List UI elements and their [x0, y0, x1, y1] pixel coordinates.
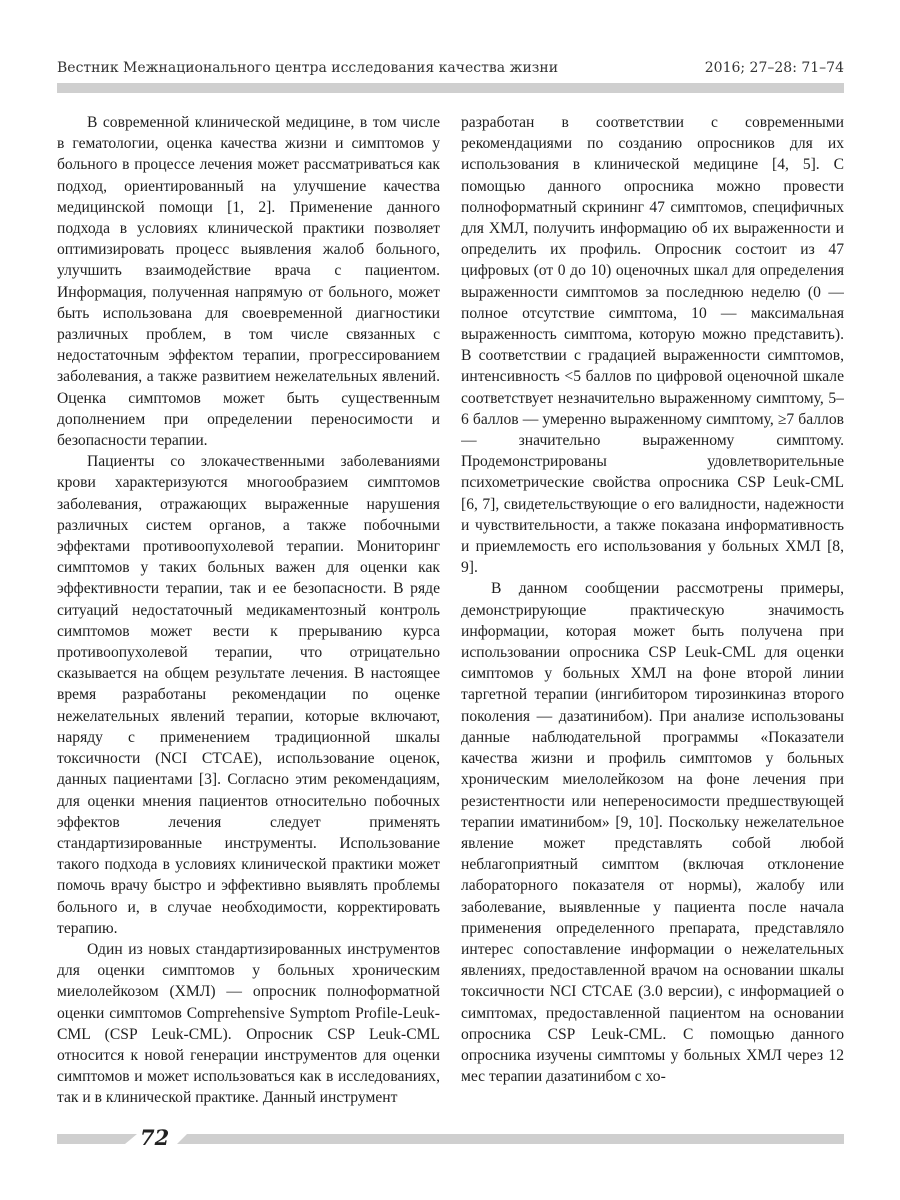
paragraph: Пациенты со злокачественными заболеваниями крови характеризуются многообразием симптомов заболевания, отражающих выраженные нарушения различных систем органов, а также побочными эффектами противоопухолевой терапии. Мониторинг симптомов у таких больных важен для оценки как эффективности терапии, так и ее безопасности. В ряде ситуаций недостаточный медикаментозный контроль симптомов может вести к прерыванию курса противоопухолевой терапии, что отрицательно сказывается на общем результате лечения. В настоящее время разработаны рекомендации по оценке нежелательных явлений терапии, которые включают, наряду с применением традиционной шкалы токсичности (NCI CTCAE), использование оценок, данных пациентами [3]. Согласно этим рекомендациям, для оценки мнения пациентов относительно побочных эффектов лечения следует применять стандартизированные инструменты. Использование такого подхода в условиях клинической практики может помочь врачу быстро и эффективно выявлять проблемы больного и, в случае необходимости, корректировать терапию.	[57, 453, 440, 937]
citation: 2016; 27–28: 71–74	[704, 60, 844, 76]
journal-title: Вестник Межнационального центра исследования качества жизни	[57, 60, 559, 76]
paragraph-continued: разработан в соответствии с современными рекомендациями по созданию опросников для их использования в клинической медицине [4, 5]. С помощью данного опросника можно провести полноформатный скрининг 47 симптомов, специфичных для ХМЛ, получить информацию об их выраженности и определить их профиль. Опросник состоит из 47 цифровых (от 0 до 10) оценочных шкал для определения выраженности симптомов за последнюю неделю (0 — полное отсутствие симптома, 10 — максимальная выраженность симптома, которую можно представить). В соответствии с градацией выраженности симптомов, интенсивность <5 баллов по цифровой оценочной шкале соответствует незначительно выраженному симптому, 5–6 баллов — умеренно выраженному симптому, ≥7 баллов — значительно выраженному симптому. Продемонстрированы удовлетворительные психометрические свойства опросника CSP Leuk-CML [6, 7], свидетельствующие о его валидности, надежности и чувствительности, а также показана информативность и приемлемость его использования у больных ХМЛ [8, 9].	[461, 114, 844, 577]
page-number: 72	[140, 1125, 170, 1150]
paragraph: В данном сообщении рассмотрены примеры, демонстрирующие практическую значимость информации, которая может быть получена при использовании опросника CSP Leuk-CML для оценки симптомов у больных ХМЛ на фоне второй линии таргетной терапии (ингибитором тирозинкиназ второго поколения — дазатинибом). При анализе использованы данные наблюдательной программы «Показатели качества жизни и профиль симптомов у больных хроническим миелолейкозом на фоне лечения при резистентности или непереносимости предшествующей терапии иматинибом» [9, 10]. Поскольку нежелательное явление может представлять собой любой неблагоприятный симптом (включая отклонение лабораторного показателя от нормы), жалобу или заболевание, выявленные у пациента после начала применения определенного препарата, представляло интерес сопоставление информации о нежелательных явлениях, предоставленной врачом на основании шкалы токсичности NCI CTCAE (3.0 версии), с информацией о симптомах, предоставленной пациентом на основании опросника CSP Leuk-CML. С помощью данного опросника изучены симптомы у больных ХМЛ через 12 мес терапии дазатинибом с хо-	[461, 580, 844, 1086]
paragraph: Один из новых стандартизированных инструментов для оценки симптомов у больных хроническим миелолейкозом (ХМЛ) — опросник полноформатной оценки симптомов Comprehensive Symptom Profile-Leuk-CML (CSP Leuk-CML). Опросник CSP Leuk-CML относится к новой генерации инструментов для оценки симптомов и может использоваться как в исследованиях, так и в клинической практике. Данный инструмент	[57, 940, 440, 1107]
header-rule	[57, 83, 844, 93]
running-header	[57, 58, 844, 80]
paragraph: В современной клинической медицине, в том числе в гематологии, оценка качества жизни и симптомов у больного в процессе лечения может рассматриваться как подход, ориентированный на улучшение качества медицинской помощи [1, 2]. Применение данного подхода в условиях клинической практики позволяет оптимизировать процесс выявления жалоб больного, улучшить взаимодействие врача с пациентом. Информация, полученная напрямую от больного, может быть использована для своевременной диагностики различных проблем, в том числе связанных с недостаточным эффектом терапии, прогрессированием заболевания, а также развитием нежелательных явлений. Оценка симптомов может быть существенным дополнением при определении переносимости и безопасности терапии.	[57, 114, 440, 450]
footer-rule-right	[187, 1134, 844, 1144]
left-column	[57, 112, 440, 1117]
footer-rule-left	[57, 1134, 125, 1144]
right-column	[461, 112, 844, 1117]
